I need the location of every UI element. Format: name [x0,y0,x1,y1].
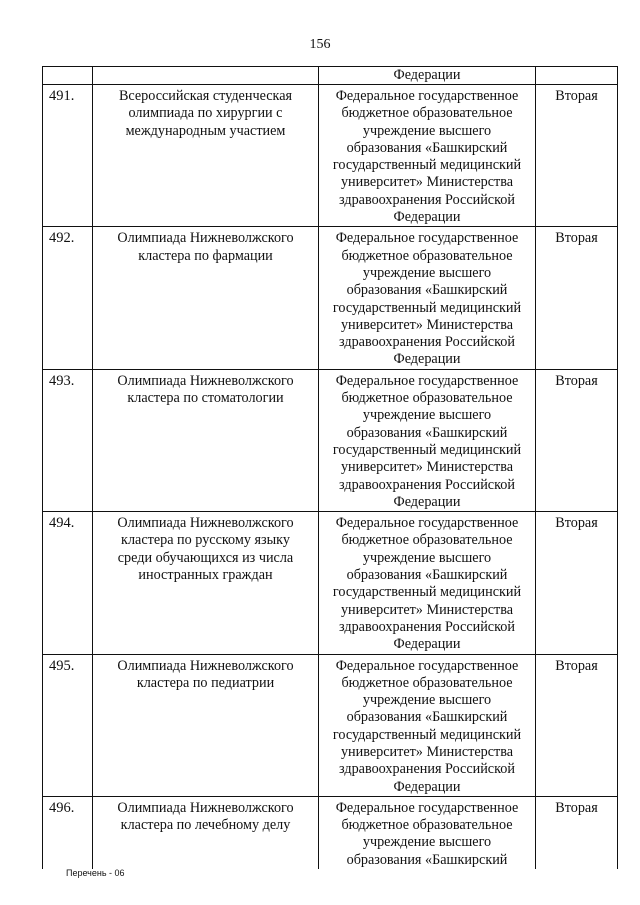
olympiad-table [42,66,618,869]
level-cell: Вторая [536,369,618,511]
row-number: 496. [43,796,93,869]
level-cell: Вторая [536,796,618,869]
olympiad-name: Олимпиада Нижневолжского кластера по стоматологии [93,369,319,511]
organizer-line: государственный медицинский [332,157,522,174]
table-row [43,227,618,369]
level-cell: Вторая [536,85,618,227]
table-row [43,369,618,511]
organizer-line: Федеральное государственное [335,372,519,389]
organizer-line: Федерации [393,636,461,653]
olympiad-name: Олимпиада Нижневолжского кластера по педиатрии [93,654,319,796]
table-row [43,512,618,654]
organizer-line: университет» Министерства [340,601,514,618]
footer-note: Перечень - 06 [66,868,125,878]
organizer-line: образования «Башкирский [346,709,508,726]
organizer-line: университет» Министерства [340,743,514,760]
page-number: 156 [309,37,331,52]
organizer-line: учреждение высшего [362,407,492,424]
organizer-line: Федеральное государственное [335,515,519,532]
row-number: 491. [43,85,93,227]
table-row [43,796,618,869]
organizer-line: Федерации [393,351,461,368]
organizer-line: образования «Башкирский [346,424,508,441]
olympiad-name: Олимпиада Нижневолжского кластера по фармации [93,227,319,369]
organizer-line: университет» Министерства [340,174,514,191]
organizer-line: государственный медицинский [332,299,522,316]
table-row [43,85,618,227]
cont-org-cell: Федерации [319,67,536,85]
organizer-line: здравоохранения Российской [339,761,515,778]
organizer-line: образования «Башкирский [346,567,508,584]
organizer-line: здравоохранения Российской [339,618,515,635]
cont-level-cell [536,67,618,85]
organizer-line: бюджетное образовательное [341,532,513,549]
organizer-line: образования «Башкирский [346,851,508,868]
organizer-line: бюджетное образовательное [341,105,513,122]
organizer-line: Федеральное государственное [335,230,519,247]
continuation-row [43,67,618,85]
organizer-line: здравоохранения Российской [339,476,515,493]
organizer-line: бюджетное образовательное [341,247,513,264]
organizer-line: учреждение высшего [362,834,492,851]
olympiad-name: Олимпиада Нижневолжского кластера по лечебному делу [93,796,319,869]
organizer-line: государственный медицинский [332,441,522,458]
level-cell: Вторая [536,227,618,369]
organizer-cell [319,796,536,869]
organizer-line: Федерации [393,493,461,510]
organizer-line: учреждение высшего [362,549,492,566]
level-cell: Вторая [536,512,618,654]
organizer-line: здравоохранения Российской [339,334,515,351]
organizer-line: образования «Башкирский [346,282,508,299]
organizer-line: бюджетное образовательное [341,674,513,691]
organizer-line: университет» Министерства [340,459,514,476]
organizer-line: государственный медицинский [332,726,522,743]
cont-num-cell [43,67,93,85]
organizer-line: бюджетное образовательное [341,817,513,834]
table-row [43,654,618,796]
olympiad-name: Олимпиада Нижневолжского кластера по русскому языку среди обучающихся из числа иностранных граждан [93,512,319,654]
organizer-cell [319,369,536,511]
row-number: 495. [43,654,93,796]
organizer-line: университет» Министерства [340,316,514,333]
organizer-cell [319,85,536,227]
organizer-line: здравоохранения Российской [339,191,515,208]
row-number: 494. [43,512,93,654]
row-number: 493. [43,369,93,511]
organizer-line: учреждение высшего [362,692,492,709]
organizer-line: учреждение высшего [362,264,492,281]
organizer-line: Федерации [393,778,461,795]
organizer-line: государственный медицинский [332,584,522,601]
organizer-line: Федеральное государственное [335,88,519,104]
organizer-line: Федеральное государственное [335,657,519,674]
organizer-cell [319,654,536,796]
cont-name-cell [93,67,319,85]
organizer-line: образования «Башкирский [346,139,508,156]
row-number: 492. [43,227,93,369]
olympiad-name: Всероссийская студенческая олимпиада по хирургии с международным участием [93,85,319,227]
organizer-line: Федерации [393,209,461,226]
level-cell: Вторая [536,654,618,796]
organizer-line: бюджетное образовательное [341,390,513,407]
organizer-line: Федеральное государственное [335,799,519,816]
organizer-cell [319,227,536,369]
organizer-line: учреждение высшего [362,122,492,139]
organizer-cell [319,512,536,654]
